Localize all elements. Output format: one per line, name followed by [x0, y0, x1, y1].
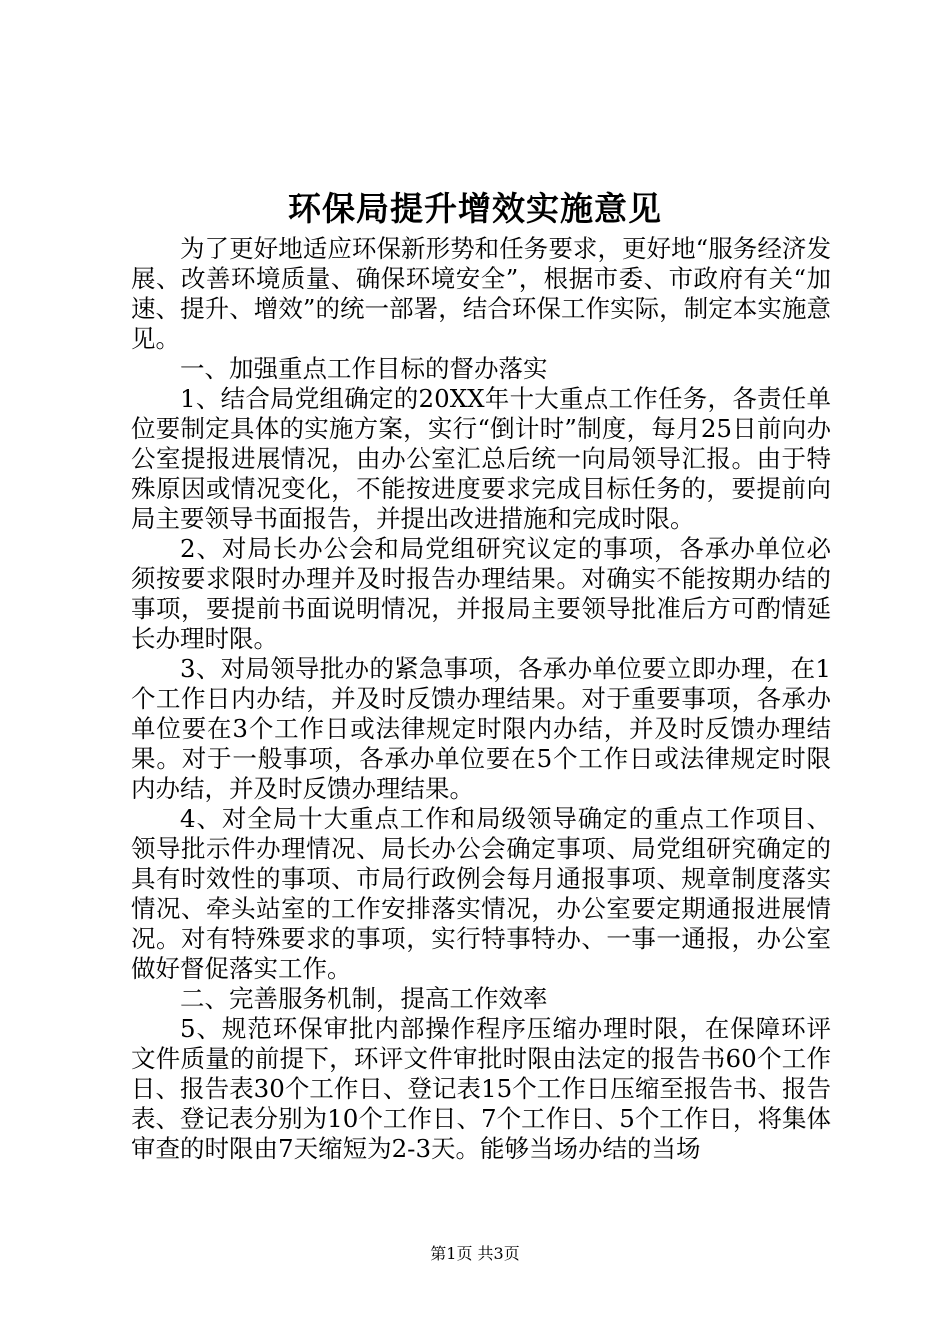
paragraph-item-5: 5、规范环保审批内部操作程序压缩办理时限，在保障环评文件质量的前提下，环评文件审批时限由法定的报告书60个工作日、报告表30个工作日、登记表15个工作日压缩至报告书、报告表、登记表分别为10个工作日、7个工作日、5个工作日，将集体审查的时限由7天缩短为2-3天。能够当场办结的当场	[131, 1014, 831, 1163]
section-heading-2: 二、完善服务机制，提高工作效率	[180, 984, 548, 1013]
paragraph-item-1: 1、结合局党组确定的20XX年十大重点工作任务，各责任单位要制定具体的实施方案，实行“倒计时”制度，每月25日前向办公室提报进展情况，由办公室汇总后统一向局领导汇报。由于特殊原因或情况变化，不能按进度要求完成目标任务的，要提前向局主要领导书面报告，并提出改进措施和完成时限。	[131, 384, 831, 533]
page-footer: 第1页 共3页	[430, 1244, 520, 1263]
paragraph-item-3: 3、对局领导批办的紧急事项，各承办单位要立即办理，在1个工作日内办结，并及时反馈办理结果。对于重要事项，各承办单位要在3个工作日或法律规定时限内办结，并及时反馈办理结果。对于一般事项，各承办单位要在5个工作日或法律规定时限内办结，并及时反馈办理结果。	[131, 654, 831, 803]
paragraph-item-4: 4、对全局十大重点工作和局级领导确定的重点工作项目、领导批示件办理情况、局长办公会确定事项、局党组研究确定的具有时效性的事项、市局行政例会每月通报事项、规章制度落实情况、牵头站室的工作安排落实情况，办公室要定期通报进展情况。对有特殊要求的事项，实行特事特办、一事一通报，办公室做好督促落实工作。	[131, 804, 831, 983]
document-body	[131, 234, 831, 1164]
paragraph-item-2: 2、对局长办公会和局党组研究议定的事项，各承办单位必须按要求限时办理并及时报告办理结果。对确实不能按期办结的事项，要提前书面说明情况，并报局主要领导批准后方可酌情延长办理时限。	[131, 534, 831, 653]
intro-paragraph: 为了更好地适应环保新形势和任务要求，更好地“服务经济发展、改善环境质量、确保环境安全”，根据市委、市政府有关“加速、提升、增效”的统一部署，结合环保工作实际，制定本实施意见。	[131, 234, 831, 353]
document-title: 环保局提升增效实施意见	[288, 189, 662, 228]
section-heading-1: 一、加强重点工作目标的督办落实	[180, 354, 548, 383]
